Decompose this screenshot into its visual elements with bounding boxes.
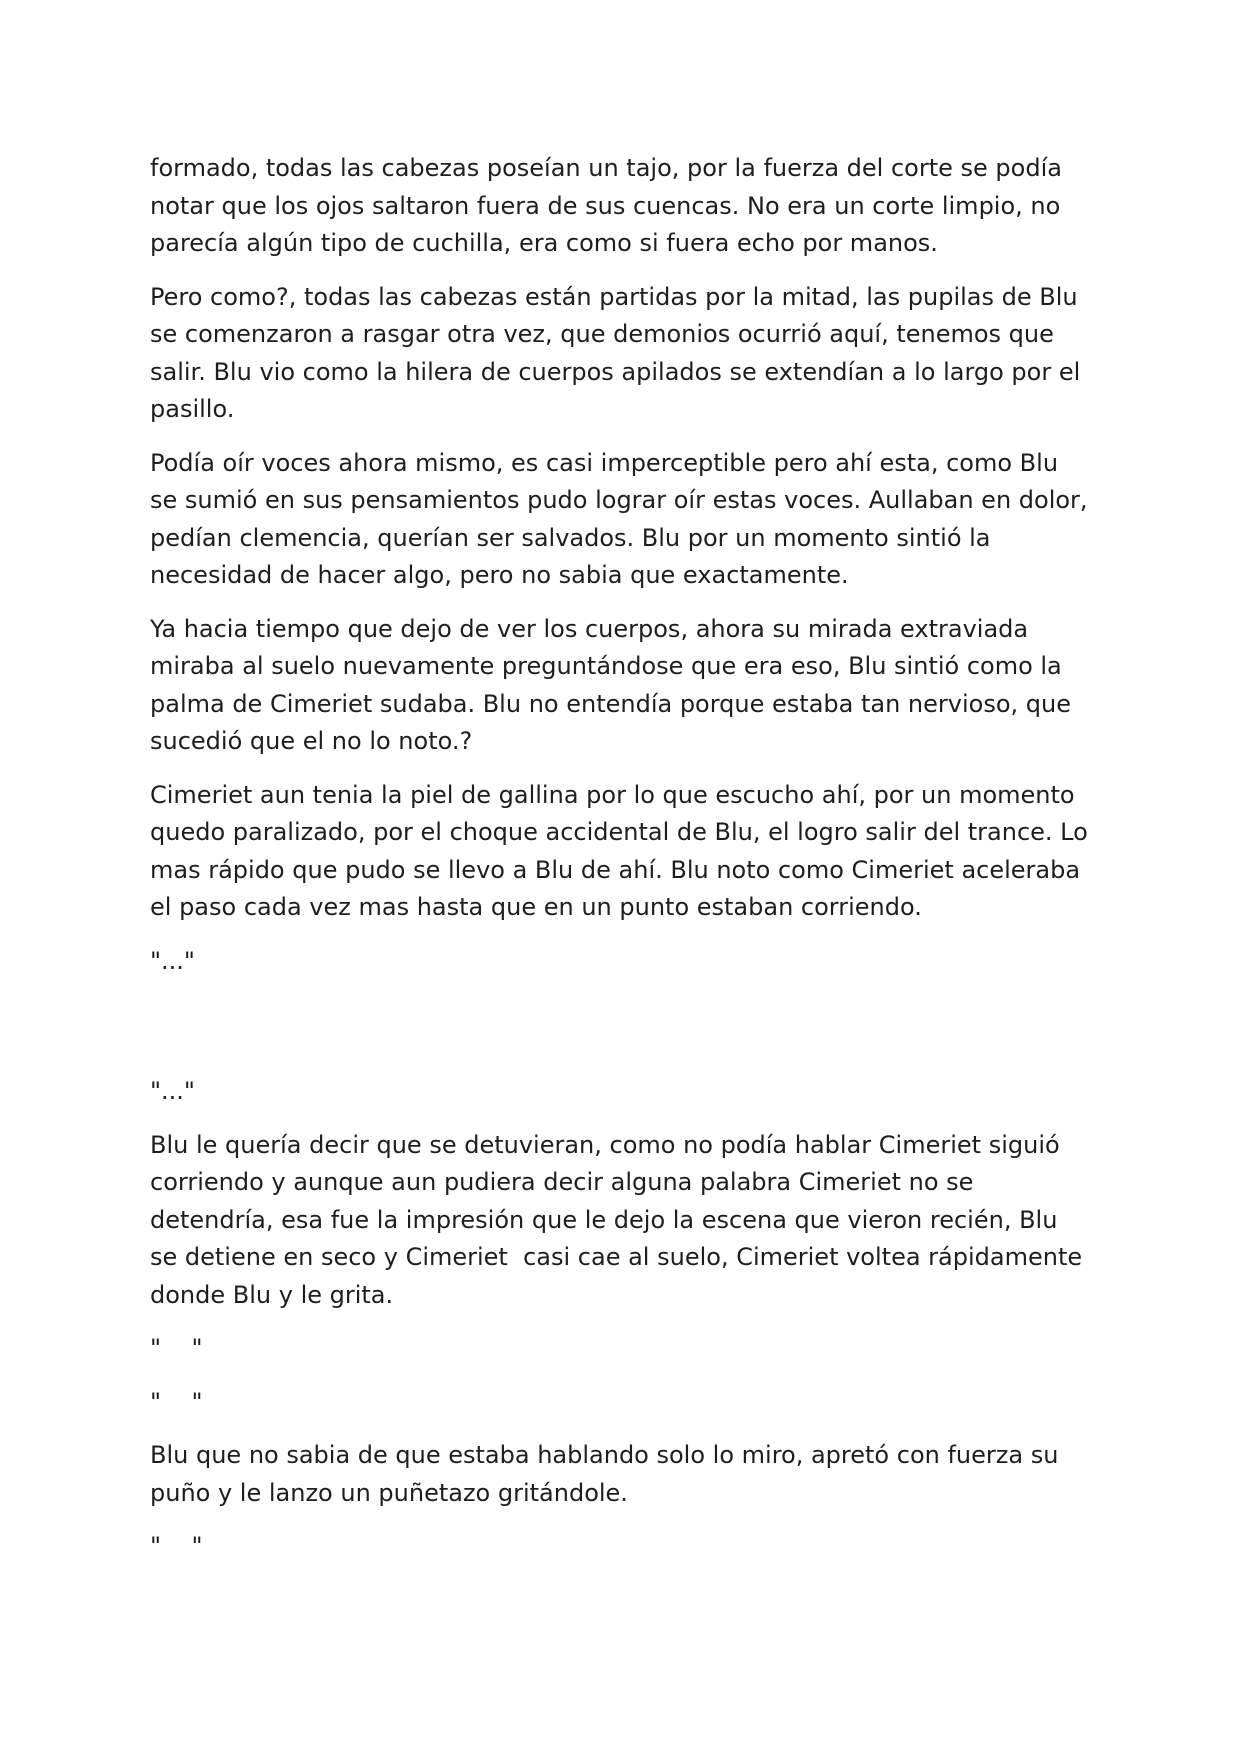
paragraph-blu-le-queria: Blu le quería decir que se detuvieran, como no podía hablar Cimeriet siguió corriendo y aunque aun pudiera decir alguna palabra Cimeriet no se detendría, esa fue la impresión que le dejo la escena que vieron recién, Blu se detiene en seco y Cimeriet casi cae al suelo, Cimeriet voltea rápidamente donde Blu y le grita. <box>150 1130 1090 1309</box>
dialogue-empty-1: " " <box>150 1334 203 1362</box>
paragraph-blu-que-no: Blu que no sabia de que estaba hablando solo lo miro, apretó con fuerza su puño y le lanzo un puñetazo gritándole. <box>150 1441 1067 1507</box>
dialogue-ellipsis-1: "..." <box>150 946 195 975</box>
dialogue-empty-3: " " <box>150 1532 203 1560</box>
paragraph-pero-como: Pero como?, todas las cabezas están partidas por la mitad, las pupilas de Blu se comenzaron a rasgar otra vez, que demonios ocurrió aquí, tenemos que salir. Blu vio como la hilera de cuerpos apilados se extendían a lo largo por el pasillo. <box>150 282 1088 423</box>
paragraph-ya-hacia: Ya hacia tiempo que dejo de ver los cuerpos, ahora su mirada extraviada miraba al suelo nuevamente preguntándose que era eso, Blu sintió como la palma de Cimeriet sudaba. Blu no entendía porque estaba tan nervioso, que sucedió que el no lo noto.? <box>150 614 1079 755</box>
paragraph-formado: formado, todas las cabezas poseían un tajo, por la fuerza del corte se podía notar que los ojos saltaron fuera de sus cuencas. No era un corte limpio, no parecía algún tipo de cuchilla, era como si fuera echo por manos. <box>150 154 1070 257</box>
body-text <box>150 150 1096 1582</box>
dialogue-empty-2: " " <box>150 1387 203 1416</box>
blank-space <box>150 996 1090 1073</box>
dialogue-ellipsis-2: "..." <box>150 1077 195 1105</box>
paragraph-podia-oir: Podía oír voces ahora mismo, es casi imperceptible pero ahí esta, como Blu se sumió en sus pensamientos pudo lograr oír estas voces. Aullaban en dolor, pedían clemencia, querían ser salvados. Blu por un momento sintió la necesidad de hacer algo, pero no sabia que exactamente. <box>150 448 1096 589</box>
paragraph-cimeriet-aun: Cimeriet aun tenia la piel de gallina por lo que escucho ahí, por un momento quedo paralizado, por el choque accidental de Blu, el logro salir del trance. Lo mas rápido que pudo se llevo a Blu de ahí. Blu noto como Cimeriet aceleraba el paso cada vez mas hasta que en un punto estaban corriendo. <box>150 780 1096 921</box>
